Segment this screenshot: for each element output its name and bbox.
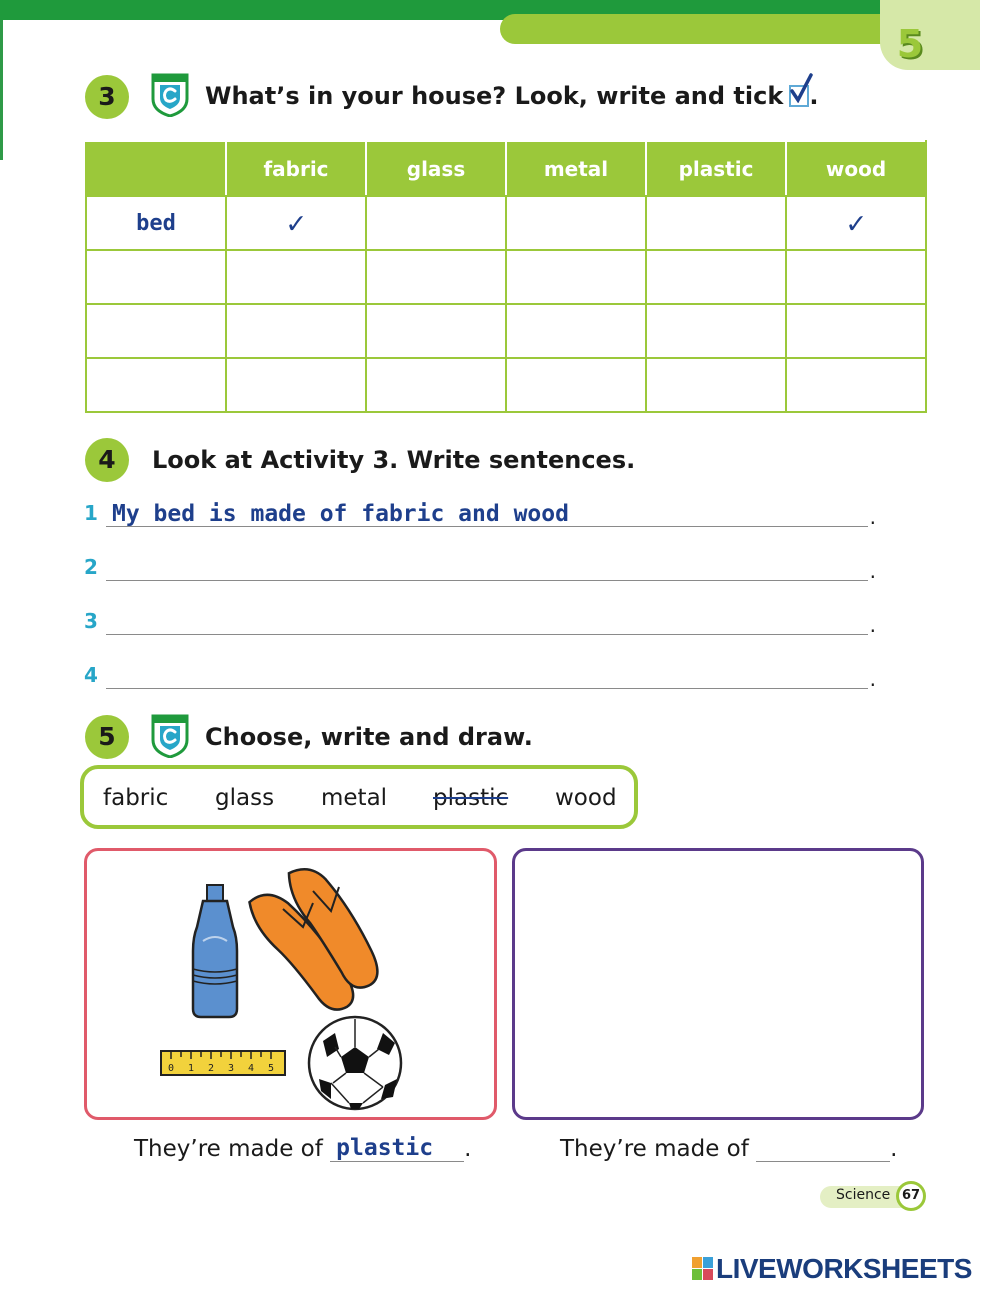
table-header-cell: metal xyxy=(506,141,646,196)
row-label-input[interactable] xyxy=(86,250,226,304)
tick-cell[interactable] xyxy=(226,250,366,304)
tick-box-icon xyxy=(789,85,809,107)
word-bank-item: glass xyxy=(215,785,275,811)
brand-name: LIVEWORKSHEETS xyxy=(716,1253,972,1284)
tick-cell[interactable]: ✓ xyxy=(226,196,366,250)
line-period: . xyxy=(869,613,876,637)
ruler-label: 0 xyxy=(167,1063,175,1074)
left-caption xyxy=(134,1132,471,1162)
row-label-input[interactable] xyxy=(86,358,226,412)
line-number: 1 xyxy=(84,501,98,525)
drawing-area[interactable] xyxy=(512,848,924,1120)
page-number: 67 xyxy=(896,1181,926,1211)
table-header-cell: plastic xyxy=(646,141,786,196)
table-header-cell: fabric xyxy=(226,141,366,196)
liveworksheets-logo-icon xyxy=(692,1257,714,1281)
sentence-line xyxy=(84,541,884,581)
table-header-row xyxy=(86,141,926,196)
tick-cell[interactable] xyxy=(646,304,786,358)
tick-cell[interactable] xyxy=(366,358,506,412)
right-answer-blank[interactable] xyxy=(756,1132,890,1162)
table-row xyxy=(86,358,926,412)
line-number: 4 xyxy=(84,663,98,687)
word-bank-item-struck: plastic xyxy=(433,785,509,811)
critical-thinking-shield-icon xyxy=(151,714,189,758)
writing-line[interactable] xyxy=(106,688,868,689)
ruler-label: 4 xyxy=(247,1063,255,1074)
left-answer[interactable]: plastic xyxy=(336,1135,434,1161)
activity-4-badge: 4 xyxy=(85,438,129,482)
unit-number: 5 xyxy=(896,22,924,66)
caption-prefix: They’re made of xyxy=(560,1136,749,1162)
sentence-answer[interactable]: My bed is made of fabric and wood xyxy=(112,501,569,527)
row-label-input[interactable] xyxy=(86,304,226,358)
plastic-objects-panel xyxy=(84,848,497,1120)
table-row xyxy=(86,304,926,358)
ruler-icon xyxy=(161,1051,285,1075)
line-number: 2 xyxy=(84,555,98,579)
line-period: . xyxy=(869,505,876,529)
tick-cell[interactable] xyxy=(226,304,366,358)
word-bank-item: wood xyxy=(555,785,617,811)
word-bank-item: metal xyxy=(321,785,388,811)
water-bottle-icon xyxy=(193,885,237,1017)
subject-label: Science xyxy=(836,1187,891,1203)
tick-cell[interactable] xyxy=(646,250,786,304)
activity-3-title xyxy=(205,82,818,110)
ruler-label: 3 xyxy=(227,1063,235,1074)
tick-cell[interactable] xyxy=(506,250,646,304)
table-header-cell: glass xyxy=(366,141,506,196)
row-label-input[interactable]: bed xyxy=(86,196,226,250)
caption-period: . xyxy=(464,1136,472,1162)
tick-cell[interactable] xyxy=(506,196,646,250)
caption-prefix: They’re made of xyxy=(134,1136,323,1162)
table-header-cell: wood xyxy=(786,141,926,196)
tick-cell[interactable] xyxy=(786,304,926,358)
line-number: 3 xyxy=(84,609,98,633)
left-answer-blank[interactable] xyxy=(330,1132,464,1162)
word-bank xyxy=(80,765,638,829)
sentence-line xyxy=(84,487,884,527)
ruler-label: 1 xyxy=(187,1063,195,1074)
activity-3-title-text: What’s in your house? Look, write and tick xyxy=(205,82,784,110)
tick-cell[interactable] xyxy=(366,250,506,304)
table-row xyxy=(86,196,926,250)
table-row xyxy=(86,250,926,304)
plastic-objects-illustration xyxy=(87,851,494,1117)
margin-marker xyxy=(0,20,3,160)
tick-cell[interactable] xyxy=(646,358,786,412)
tick-cell[interactable] xyxy=(366,196,506,250)
tick-cell[interactable] xyxy=(786,358,926,412)
critical-thinking-shield-icon xyxy=(151,73,189,117)
activity-3-title-end: . xyxy=(809,82,819,110)
liveworksheets-logo xyxy=(692,1253,992,1285)
activity-5-badge: 5 xyxy=(85,715,129,759)
sentence-line xyxy=(84,649,884,689)
tick-cell[interactable] xyxy=(786,250,926,304)
tick-cell[interactable]: ✓ xyxy=(786,196,926,250)
tick-cell[interactable] xyxy=(506,304,646,358)
header-bar-accent xyxy=(500,14,890,44)
line-period: . xyxy=(869,667,876,691)
ruler-label: 5 xyxy=(267,1063,275,1074)
flip-flops-icon xyxy=(249,863,379,1022)
tick-cell[interactable] xyxy=(646,196,786,250)
activity-3-badge: 3 xyxy=(85,75,129,119)
tick-cell[interactable] xyxy=(226,358,366,412)
ruler-label: 2 xyxy=(207,1063,215,1074)
caption-period: . xyxy=(890,1136,898,1162)
activity-5-title: Choose, write and draw. xyxy=(205,723,533,751)
right-caption xyxy=(560,1132,897,1162)
line-period: . xyxy=(869,559,876,583)
activity-4-title: Look at Activity 3. Write sentences. xyxy=(152,446,636,474)
football-icon xyxy=(309,1017,401,1109)
sentence-line xyxy=(84,595,884,635)
writing-line[interactable] xyxy=(106,580,868,581)
materials-table xyxy=(85,140,927,413)
tick-cell[interactable] xyxy=(506,358,646,412)
tick-cell[interactable] xyxy=(366,304,506,358)
word-bank-item: fabric xyxy=(103,785,169,811)
table-header-cell xyxy=(86,141,226,196)
writing-line[interactable] xyxy=(106,634,868,635)
